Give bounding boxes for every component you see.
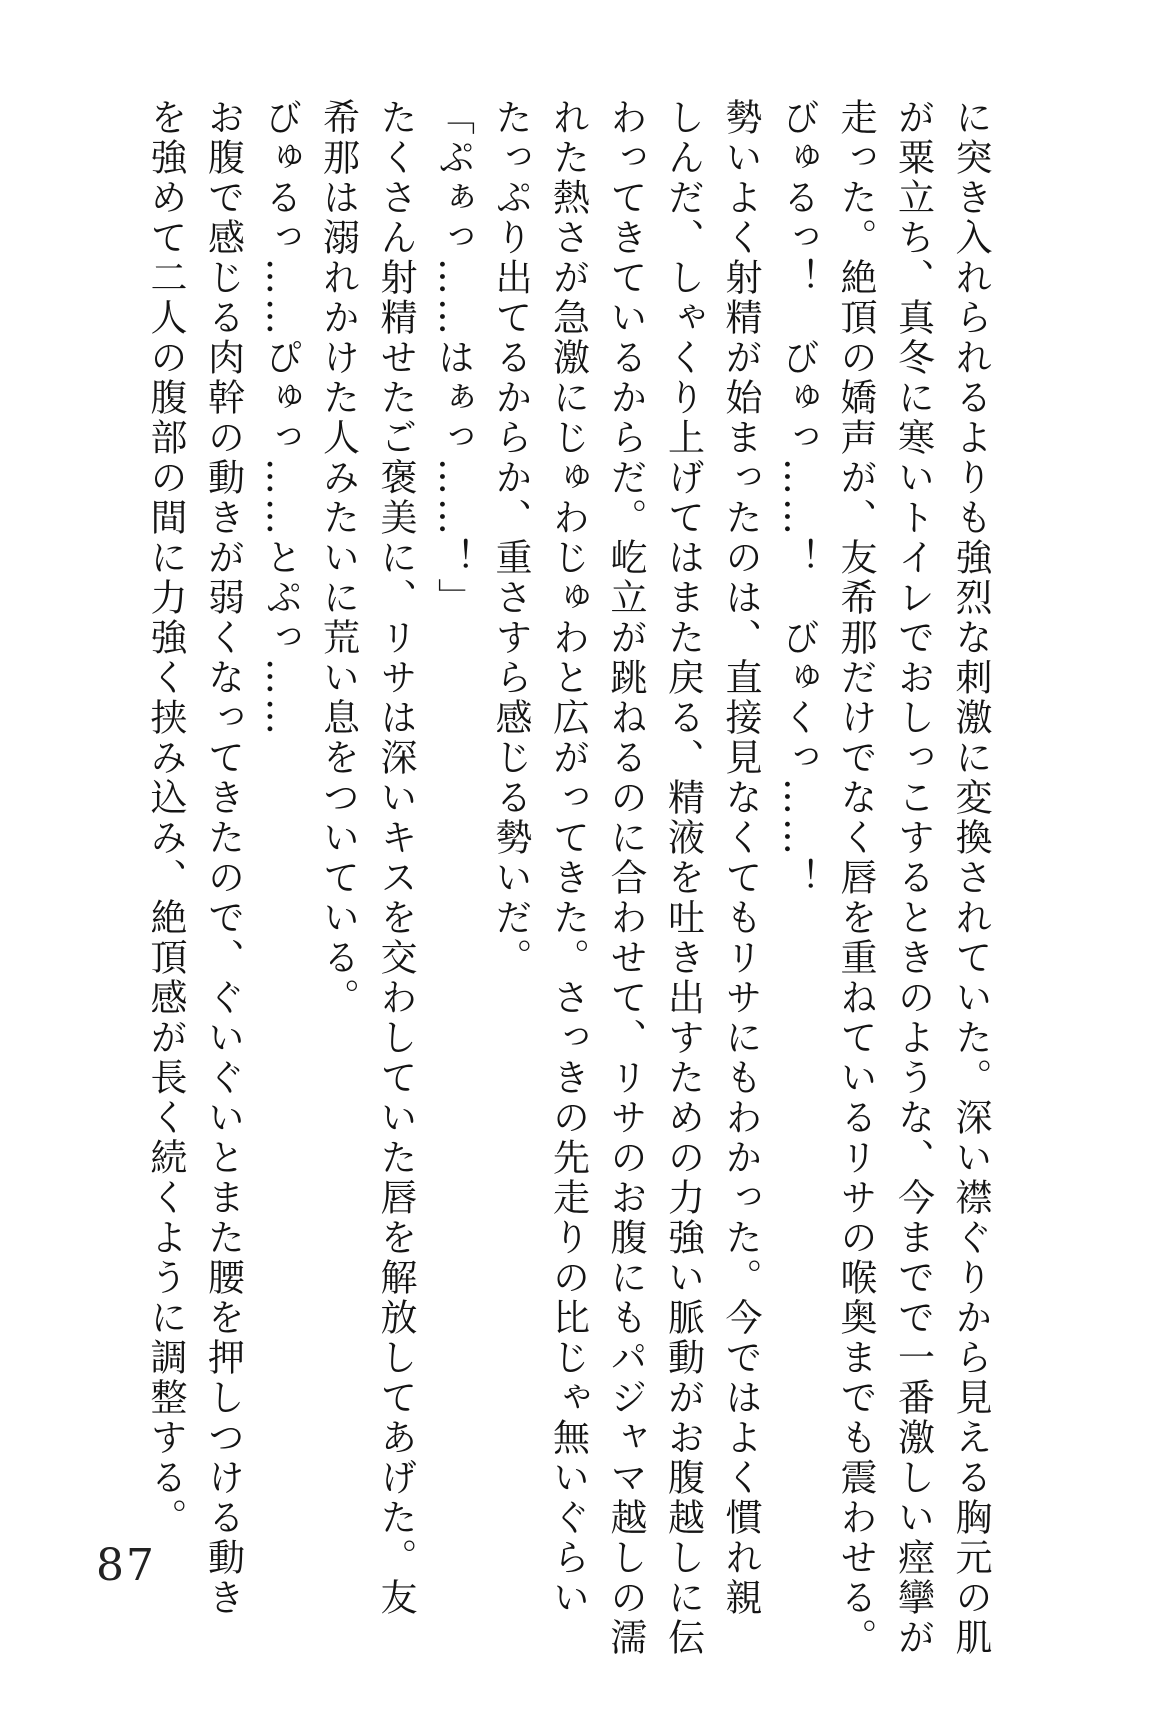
text-line: びゅるっ！ びゅっ……！ びゅくっ……！	[776, 98, 820, 898]
text-line: れた熱さが急激にじゅわじゅわと広がってきた。さっきの先走りの比じゃ無いぐらい	[546, 98, 590, 1618]
text-line: 希那は溺れかけた人みたいに荒い息をついている。	[316, 98, 360, 1018]
text-line: 勢いよく射精が始まったのは、直接見なくてもリサにもわかった。今ではよく慣れ親	[719, 98, 762, 1618]
text-line: 走った。絶頂の嬌声が、友希那だけでなく唇を重ねているリサの喉奥までも震わせる。	[834, 98, 877, 1658]
text-line: に突き入れられるよりも強烈な刺激に変換されていた。深い襟ぐりから見える胸元の肌	[949, 98, 992, 1658]
text-line: びゅるっ……ぴゅっ……とぷっ……	[259, 98, 302, 738]
text-line: たくさん射精せたご褒美に、リサは深いキスを交わしていた唇を解放してあげた。友	[374, 98, 417, 1618]
text-line: を強めて二人の腹部の間に力強く挟み込み、絶頂感が長く続くように調整する。	[144, 98, 187, 1538]
text-line: が粟立ち、真冬に寒いトイレでおしっこするときのような、今までで一番激しい痙攣が	[891, 98, 935, 1658]
text-line: 「ぷぁっ……はぁっ……！」	[431, 98, 475, 618]
page-number: 87	[96, 1540, 156, 1591]
text-line: たっぷり出てるからか、重さすら感じる勢いだ。	[489, 98, 532, 978]
text-line: お腹で感じる肉幹の動きが弱くなってきたので、ぐいぐいとまた腰を押しつける動き	[201, 98, 245, 1618]
text-line: しんだ、しゃくり上げてはまた戻る、精液を吐き出すための力強い脈動がお腹越しに伝	[661, 98, 705, 1658]
text-line: わってきているからだ。屹立が跳ねるのに合わせて、リサのお腹にもパジャマ越しの濡	[604, 98, 647, 1658]
body-text	[137, 98, 1000, 1658]
